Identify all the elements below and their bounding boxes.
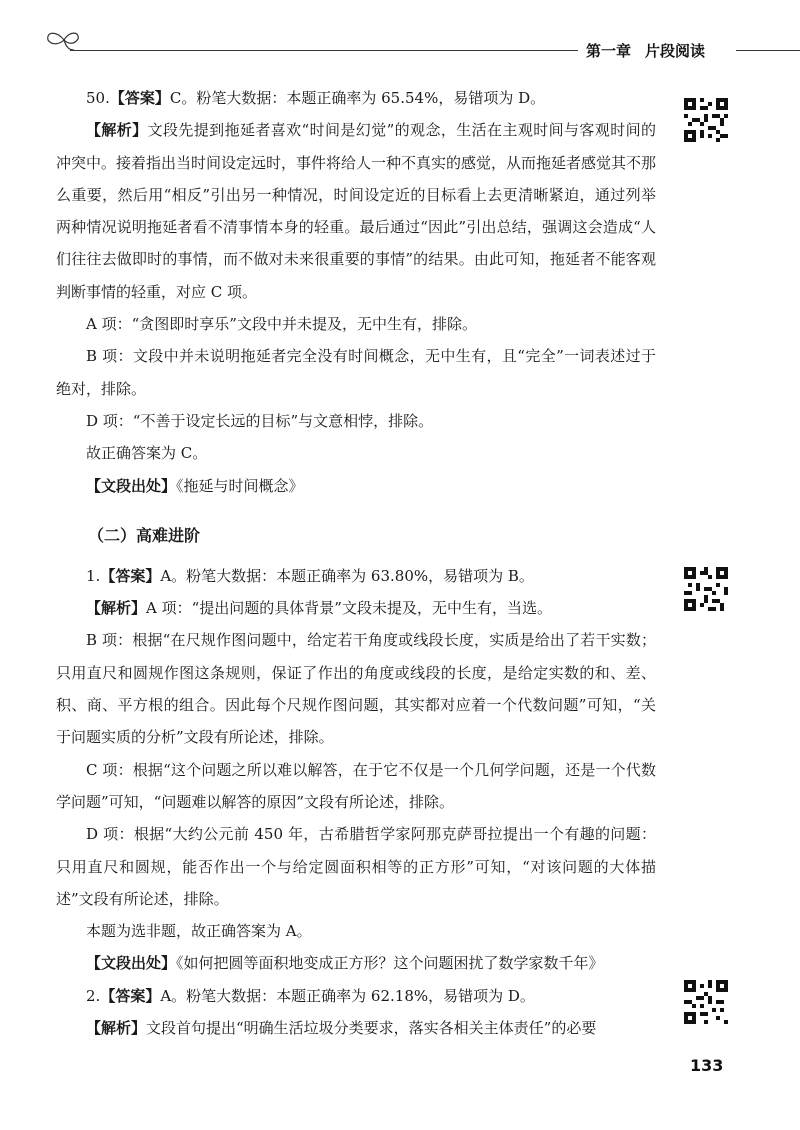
- option-a-note: A 项：“贪图即时享乐”文段中并未提及，无中生有，排除。: [86, 315, 477, 334]
- answer-2: [56, 980, 656, 1012]
- analysis-text: A 项：“提出问题的具体背景”文段未提及，无中生有，当选。: [146, 599, 552, 618]
- analysis-tag: 【解析】: [86, 1019, 147, 1038]
- source-tag: 【文段出处】: [86, 954, 177, 973]
- answer-tag: 【答案】: [109, 89, 170, 107]
- answer-text: A。粉笔大数据：本题正确率为 63.80%，易错项为 B。: [160, 566, 534, 585]
- header-rule-right: [736, 50, 800, 51]
- page-number: 133: [690, 1056, 724, 1075]
- conclusion: 本题为选非题，故正确答案为 A。: [86, 922, 312, 941]
- answer-50: [56, 82, 656, 114]
- answer-text: C。粉笔大数据：本题正确率为 65.54%，易错项为 D。: [169, 89, 546, 107]
- item-number: 50.: [86, 89, 110, 107]
- option-b-note: B 项：文段中并未说明拖延者完全没有时间概念，无中生有，且“完全”一词表述过于绝对，排除。: [56, 347, 656, 398]
- source-text: 《如何把圆等面积地变成正方形？这个问题困扰了数学家数千年》: [176, 954, 604, 973]
- analysis-tag: 【解析】: [86, 599, 147, 618]
- option-c-note: C 项：根据“这个问题之所以难以解答，在于它不仅是一个几何学问题，还是一个代数学问题”可知，“问题难以解答的原因”文段有所论述，排除。: [56, 760, 656, 811]
- answer-explanations: [56, 82, 656, 1044]
- option-d-note: D 项：根据“大约公元前 450 年，古希腊哲学家阿那克萨哥拉提出一个有趣的问题：只用直尺和圆规，能否作出一个与给定圆面积相等的正方形”可知，“对该问题的大体描述”文段有所论述，排除。: [56, 825, 656, 908]
- item-number: 2.: [86, 986, 101, 1005]
- answer-1: [56, 560, 656, 592]
- section-label: 片段阅读: [645, 42, 706, 60]
- header-rule: [70, 50, 578, 51]
- option-d-note: D 项：“不善于设定长远的目标”与文意相悖，排除。: [86, 411, 434, 430]
- answer-tag: 【答案】: [100, 566, 161, 585]
- analysis-2: [56, 1012, 656, 1044]
- section-heading: （二）高难进阶: [88, 525, 201, 545]
- analysis-50: [56, 114, 656, 308]
- analysis-tag: 【解析】: [86, 121, 148, 140]
- source-50: [56, 470, 656, 502]
- analysis-1: [56, 592, 656, 624]
- qr-code-icon[interactable]: [684, 567, 728, 611]
- chapter-label: 第一章: [586, 42, 632, 60]
- source-text: 《拖延与时间概念》: [176, 476, 304, 495]
- qr-code-icon[interactable]: [684, 980, 728, 1024]
- answer-text: A。粉笔大数据：本题正确率为 62.18%，易错项为 D。: [160, 986, 535, 1005]
- source-tag: 【文段出处】: [86, 476, 177, 495]
- answer-tag: 【答案】: [100, 986, 161, 1005]
- qr-code-icon[interactable]: [684, 98, 728, 142]
- item-number: 1.: [86, 566, 101, 585]
- analysis-text: 文段首句提出“明确生活垃圾分类要求，落实各相关主体责任”的必要: [146, 1019, 597, 1038]
- chapter-header: [586, 40, 719, 61]
- option-b-note: B 项：根据“在尺规作图问题中，给定若干角度或线段长度，实质是给出了若干实数；只用直尺和圆规作图这条规则，保证了作出的角度或线段的长度，是给定实数的和、差、积、商、平方根的组合。因此每个尺规作图问题，其实都对应着一个代数问题”可知，“关于问题实质的分析”文段有所论述，排除。: [56, 631, 656, 747]
- analysis-text: 文段先提到拖延者喜欢“时间是幻觉”的观念，生活在主观时间与客观时间的冲突中。接着指出当时间设定远时，事件将给人一种不真实的感觉，从而拖延者感觉其不那么重要，然后用“相反”引出另一种情况，时间设定近的目标看上去更清晰紧迫，通过列举两种情况说明拖延者看不清事情本身的轻重。最后通过“因此”引出总结，强调这会造成“人们往往去做即时的事情，而不做对未来很重要的事情”的结果。由此可知，拖延者不能客观判断事情的轻重，对应 C 项。: [56, 121, 657, 301]
- source-1: [56, 947, 656, 979]
- conclusion: 故正确答案为 C。: [86, 444, 208, 463]
